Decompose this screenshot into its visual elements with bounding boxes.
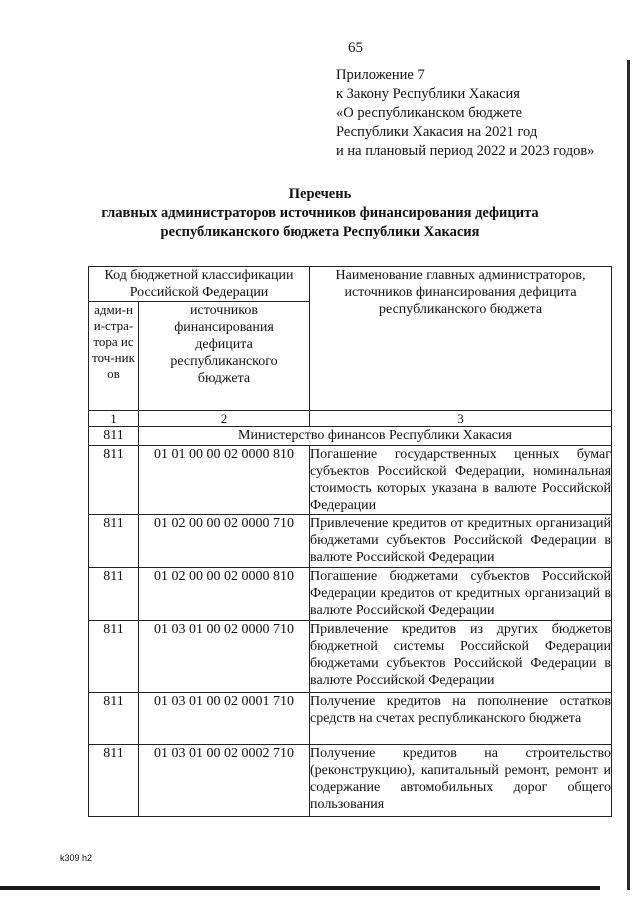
row-name: Привлечение кредитов из других бюджетов бюджетной системы Российской Федерации бюджетами субъектов Российской Федерации в валюте Российской Федерации <box>310 621 612 693</box>
appendix-line: к Закону Республики Хакасия <box>336 86 520 102</box>
table-row <box>89 621 612 693</box>
table-row <box>89 693 612 745</box>
scan-edge-right <box>627 60 630 890</box>
row-admin-code: 811 <box>89 745 139 817</box>
title-line: главных администраторов источников финансирования дефицита <box>101 205 539 221</box>
row-admin-code: 811 <box>89 446 139 515</box>
appendix-line: Республики Хакасия на 2021 год <box>336 124 538 140</box>
header-source-column: источников финансирования дефицита республиканского бюджета <box>139 302 310 411</box>
appendix-line: и на плановый период 2022 и 2023 годов» <box>336 143 595 159</box>
row-source-code: 01 03 01 00 02 0001 710 <box>139 693 310 745</box>
title-line: Перечень <box>288 186 352 202</box>
appendix-line: «О республиканском бюджете <box>336 105 523 121</box>
row-source-code: 01 02 00 00 02 0000 810 <box>139 568 310 621</box>
column-number: 3 <box>310 411 612 427</box>
table-row <box>89 568 612 621</box>
row-admin-code: 811 <box>89 693 139 745</box>
administrators-table <box>88 266 612 817</box>
document-title <box>0 185 640 242</box>
row-name: Получение кредитов на пополнение остатков средств на счетах республиканского бюджета <box>310 693 612 745</box>
header-name-column: Наименование главных администраторов, источников финансирования дефицита республиканского бюджета <box>310 267 612 411</box>
row-source-code: 01 03 01 00 02 0000 710 <box>139 621 310 693</box>
header-admin-column: адми-ни-стра-тора источ-ников <box>89 302 139 411</box>
appendix-heading <box>336 66 594 161</box>
ministry-code: 811 <box>89 427 139 446</box>
row-name: Погашение бюджетами субъектов Российской Федерации кредитов от кредитных организаций в валюте Российской Федерации <box>310 568 612 621</box>
table-row <box>89 446 612 515</box>
header-code-group: Код бюджетной классификации Российской Федерации <box>89 267 310 302</box>
table-row <box>89 745 612 817</box>
row-source-code: 01 02 00 00 02 0000 710 <box>139 515 310 568</box>
row-name: Получение кредитов на строительство (реконструкцию), капитальный ремонт, ремонт и содержание автомобильных дорог общего пользования <box>310 745 612 817</box>
appendix-line: Приложение 7 <box>336 67 425 83</box>
row-name: Погашение государственных ценных бумаг субъектов Российской Федерации, номинальная стоимость которых указана в валюте Российской Федерации <box>310 447 612 513</box>
row-admin-code: 811 <box>89 568 139 621</box>
row-admin-code: 811 <box>89 515 139 568</box>
table-row <box>89 515 612 568</box>
row-source-code: 01 03 01 00 02 0002 710 <box>139 745 310 817</box>
page-number: 65 <box>348 40 363 56</box>
ministry-row <box>89 427 612 446</box>
footer-code: k309 h2 <box>60 853 93 863</box>
scan-edge-bottom <box>0 886 600 890</box>
row-admin-code: 811 <box>89 621 139 693</box>
row-name: Привлечение кредитов от кредитных организаций бюджетами субъектов Российской Федерации в валюте Российской Федерации <box>310 515 612 568</box>
column-number: 2 <box>139 411 310 427</box>
column-number: 1 <box>89 411 139 427</box>
ministry-name: Министерство финансов Республики Хакасия <box>139 427 612 446</box>
row-source-code: 01 01 00 00 02 0000 810 <box>139 446 310 515</box>
title-line: республиканского бюджета Республики Хакасия <box>160 224 480 240</box>
